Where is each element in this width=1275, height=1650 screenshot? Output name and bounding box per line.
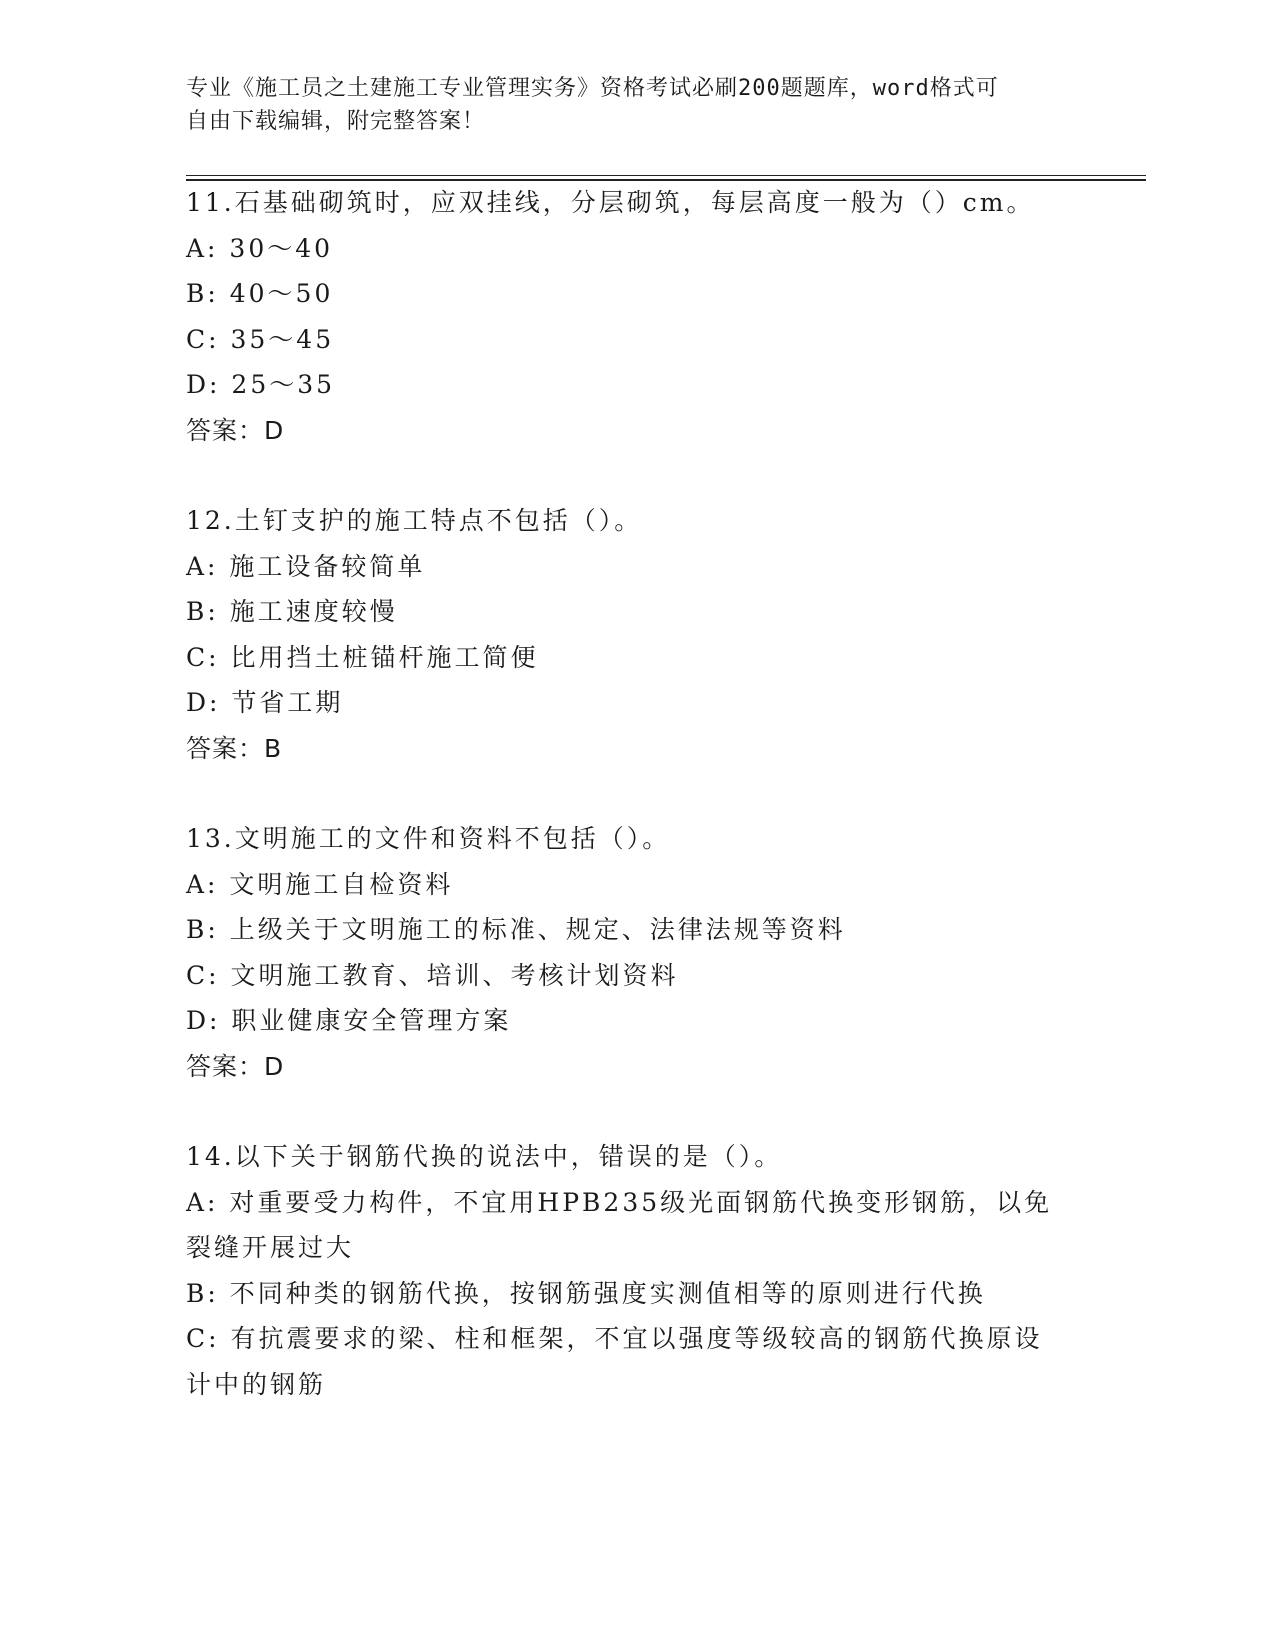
answer-line: 答案：D xyxy=(186,1051,285,1081)
option-a-line-2: 裂缝开展过大 xyxy=(186,1233,355,1262)
option-c: C: 文明施工教育、培训、考核计划资料 xyxy=(186,960,679,990)
question-block-13 xyxy=(186,816,1066,1089)
question-stem: 12.土钉支护的施工特点不包括（）。 xyxy=(186,506,643,535)
option-b: B: 上级关于文明施工的标准、规定、法律法规等资料 xyxy=(186,915,846,944)
option-c: C: 35～45 xyxy=(186,324,335,354)
option-d: D: 职业健康安全管理方案 xyxy=(186,1006,512,1035)
option-a: A: 文明施工自检资料 xyxy=(186,869,454,899)
answer-line: 答案：B xyxy=(186,733,283,763)
option-a: A: 30～40 xyxy=(186,233,334,263)
question-block-12 xyxy=(186,498,1066,771)
option-a-line-1: A: 对重要受力构件，不宜用HPB235级光面钢筋代换变形钢筋，以免 xyxy=(186,1187,1053,1217)
option-c-line-1: C: 有抗震要求的梁、柱和框架，不宜以强度等级较高的钢筋代换原设 xyxy=(186,1324,1043,1353)
header-title-line-1: 专业《施工员之土建施工专业管理实务》资格考试必刷200题题库，word格式可 xyxy=(186,76,999,101)
question-block-14 xyxy=(186,1134,1066,1407)
option-b: B: 施工速度较慢 xyxy=(186,597,398,626)
header-divider-thin xyxy=(186,175,1146,176)
option-d: D: 节省工期 xyxy=(186,688,344,717)
document-header xyxy=(186,72,1086,138)
option-c: C: 比用挡土桩锚杆施工简便 xyxy=(186,642,539,672)
header-title-line-2: 自由下载编辑，附完整答案！ xyxy=(186,109,486,134)
option-b: B: 40～50 xyxy=(186,279,334,308)
question-stem: 14.以下关于钢筋代换的说法中，错误的是（）。 xyxy=(186,1142,783,1171)
answer-line: 答案：D xyxy=(186,415,285,445)
option-b: B: 不同种类的钢筋代换，按钢筋强度实测值相等的原则进行代换 xyxy=(186,1278,986,1308)
question-block-11 xyxy=(186,180,1066,453)
question-stem: 11.石基础砌筑时，应双挂线，分层砌筑，每层高度一般为（）cm。 xyxy=(186,188,1035,217)
option-a: A: 施工设备较简单 xyxy=(186,551,426,581)
question-stem: 13.文明施工的文件和资料不包括（）。 xyxy=(186,824,671,853)
option-d: D: 25～35 xyxy=(186,370,336,399)
option-c-line-2: 计中的钢筋 xyxy=(186,1369,327,1399)
